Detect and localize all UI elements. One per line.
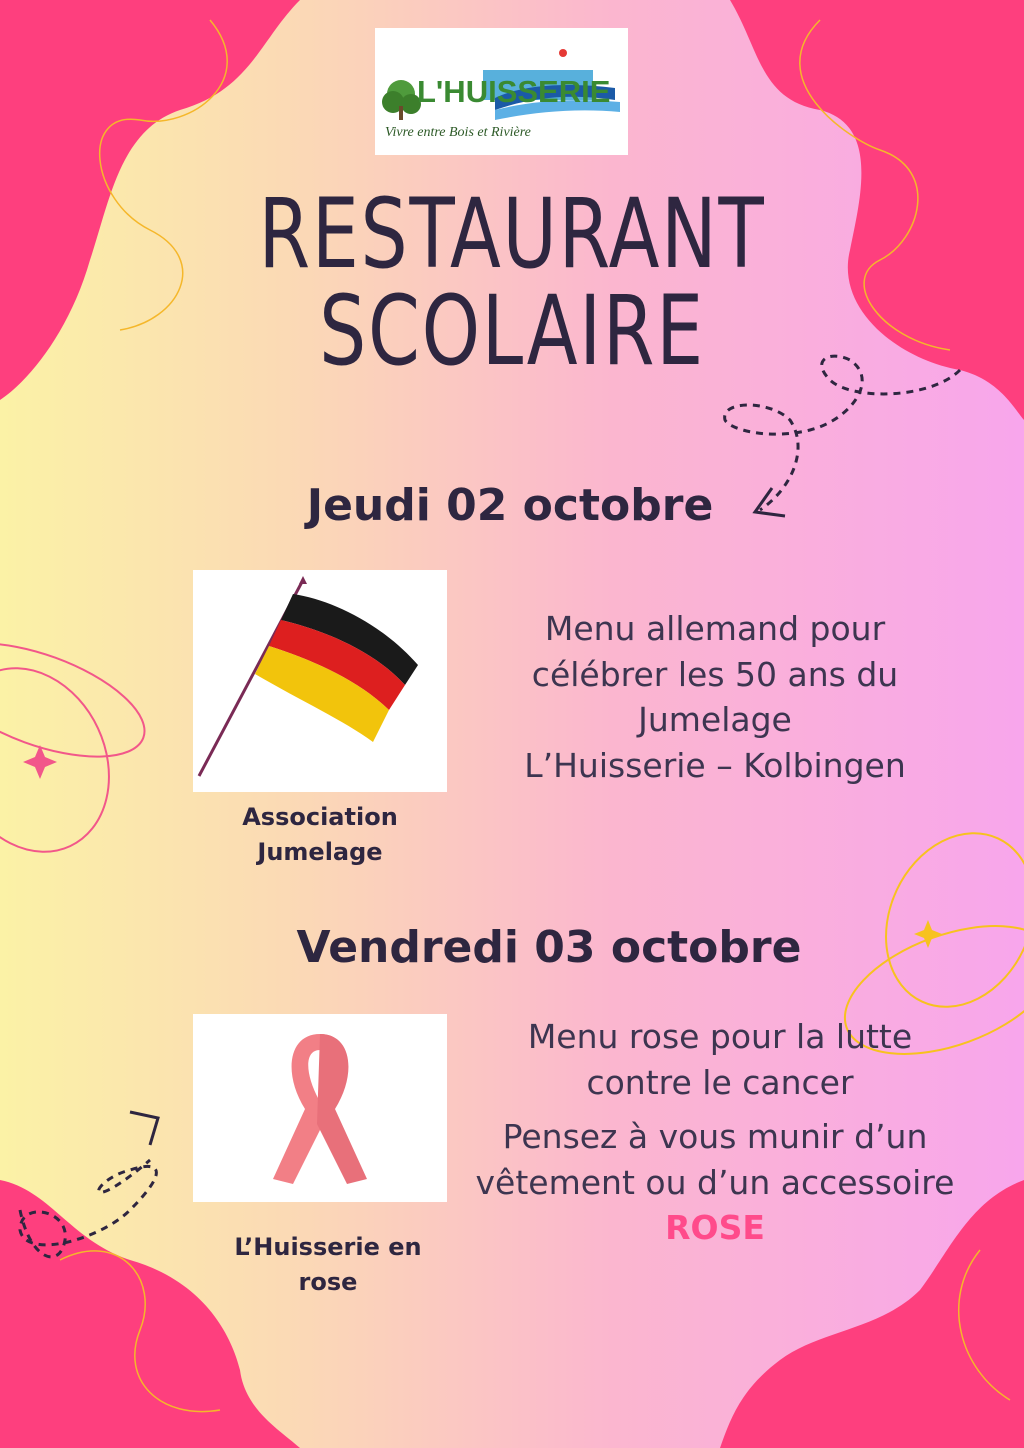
event-1-description — [470, 606, 960, 788]
event-2-caption — [193, 1230, 463, 1300]
event-1-line-3: Jumelage — [638, 700, 792, 740]
ribbon-icon — [193, 1014, 447, 1202]
event-2-caption-line-1: L’Huisserie en — [234, 1233, 422, 1261]
municipal-logo — [375, 28, 628, 155]
event-1-caption — [193, 800, 447, 870]
event-2-description — [470, 1014, 970, 1105]
event-1-line-2: célébrer les 50 ans du — [531, 654, 899, 694]
event-2-day: Vendredi 03 octobre — [296, 922, 802, 973]
logo-name: L'HUISSERIE — [417, 74, 611, 109]
event-2-caption-line-2: rose — [298, 1267, 358, 1296]
event-2-note — [456, 1114, 974, 1251]
logo-card — [375, 28, 628, 155]
title-line-1: RESTAURANT — [258, 178, 766, 290]
title-line-2: SCOLAIRE — [319, 275, 705, 387]
event-2-note-line-1: Pensez à vous munir d’un — [502, 1117, 928, 1156]
logo-tagline: Vivre entre Bois et Rivière — [385, 125, 531, 140]
flag-icon — [193, 570, 447, 792]
rose-highlight: ROSE — [665, 1208, 765, 1248]
event-2-line-1: Menu rose pour la lutte — [527, 1017, 913, 1056]
event-1-line-4: L’Huisserie – Kolbingen — [524, 745, 906, 785]
event-1-day — [0, 480, 1024, 531]
event-2-note-line-2: vêtement ou d’un accessoire — [475, 1162, 955, 1202]
event-1-line-1: Menu allemand pour — [544, 609, 886, 648]
event-1-caption-line-1: Association — [242, 803, 398, 831]
germany-flag-image — [193, 570, 447, 792]
event-2-line-2: contre le cancer — [586, 1062, 854, 1102]
pink-ribbon-image — [193, 1014, 447, 1202]
event-1-caption-line-2: Jumelage — [257, 837, 383, 866]
event-1-day-text: Jeudi 02 octobre — [306, 480, 714, 531]
